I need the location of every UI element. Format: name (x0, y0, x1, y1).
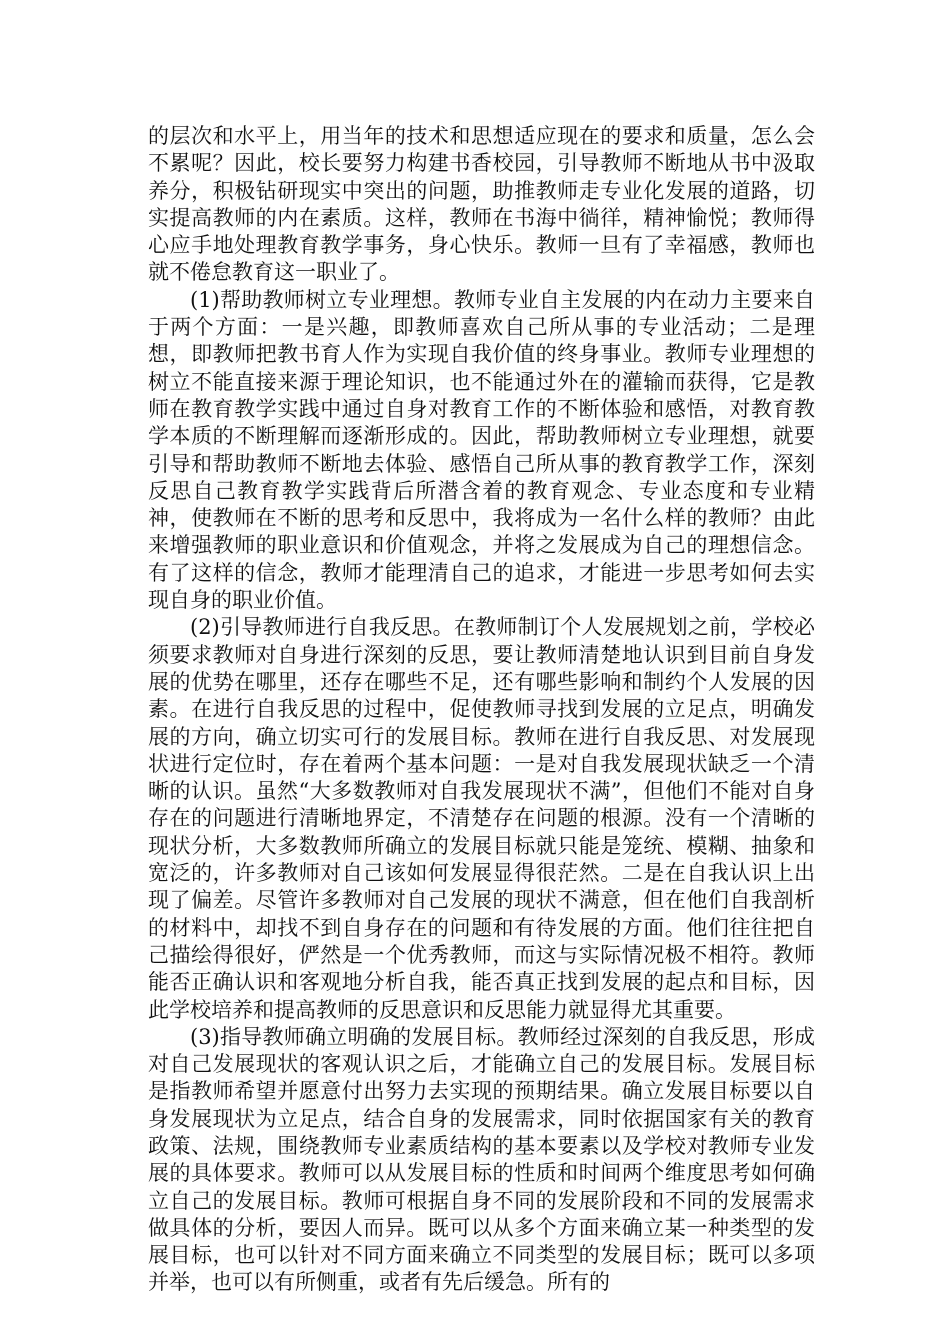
paragraph-development-goals: (3)指导教师确立明确的发展目标。教师经过深刻的自我反思，形成对自己发展现状的客观认识之后，才能确立自己的发展目标。发展目标是指教师希望并愿意付出努力去实现的预期结果。确立发展目标要以自身发展现状为立足点，结合自身的发展需求，同时依据国家有关的教育政策、法规，围绕教师专业素质结构的基本要素以及学校对教师专业发展的具体要求。教师可以从发展目标的性质和时间两个维度思考如何确立自己的发展目标。教师可根据自身不同的发展阶段和不同的发展需求做具体的分析，要因人而异。既可以从多个方面来确立某一种类型的发展目标，也可以针对不同方面来确立不同类型的发展目标；既可以多项并举，也可以有所侧重，或者有先后缓急。所有的 (148, 1024, 815, 1295)
document-body (148, 123, 815, 1297)
paragraph-professional-ideal: (1)帮助教师树立专业理想。教师专业自主发展的内在动力主要来自于两个方面：一是兴趣，即教师喜欢自己所从事的专业活动；二是理想，即教师把教书育人作为实现自我价值的终身事业。教师专业理想的树立不能直接来源于理论知识，也不能通过外在的灌输而获得，它是教师在教育教学实践中通过自身对教育工作的不断体验和感悟，对教育教学本质的不断理解而逐渐形成的。因此，帮助教师树立专业理想，就要引导和帮助教师不断地去体验、感悟自己所从事的教育教学工作，深刻反思自己教育教学实践背后所潜含着的教育观念、专业态度和专业精神，使教师在不断的思考和反思中，我将成为一名什么样的教师？由此来增强教师的职业意识和价值观念，并将之发展成为自己的理想信念。有了这样的信念，教师才能理清自己的追求，才能进一步思考如何去实现自身的职业价值。 (148, 287, 815, 613)
paragraph-self-reflection: (2)引导教师进行自我反思。在教师制订个人发展规划之前，学校必须要求教师对自身进行深刻的反思，要让教师清楚地认识到目前自身发展的优势在哪里，还存在哪些不足，还有哪些影响和制约个人发展的因素。在进行自我反思的过程中，促使教师寻找到发展的立足点，明确发展的方向，确立切实可行的发展目标。教师在进行自我反思、对发展现状进行定位时，存在着两个基本问题：一是对自我发展现状缺乏一个清晰的认识。虽然“大多数教师对自我发展现状不满”，但他们不能对自身存在的问题进行清晰地界定，不清楚存在问题的根源。没有一个清晰的现状分析，大多数教师所确立的发展目标就只能是笼统、模糊、抽象和宽泛的，许多教师对自己该如何发展显得很茫然。二是在自我认识上出现了偏差。尽管许多教师对自己发展的现状不满意，但在他们自我剖析的材料中，却找不到自身存在的问题和有待发展的方面。他们往往把自己描绘得很好，俨然是一个优秀教师，而这与实际情况极不相符。教师能否正确认识和客观地分析自我，能否真正找到发展的起点和目标，因此学校培养和提高教师的反思意识和反思能力就显得尤其重要。 (148, 615, 815, 1022)
paragraph-continued: 的层次和水平上，用当年的技术和思想适应现在的要求和质量，怎么会不累呢？因此，校长要努力构建书香校园，引导教师不断地从书中汲取养分，积极钻研现实中突出的问题，助推教师走专业化发展的道路，切实提高教师的内在素质。这样，教师在书海中徜徉，精神愉悦；教师得心应手地处理教育教学事务，身心快乐。教师一旦有了幸福感，教师也就不倦怠教育这一职业了。 (148, 124, 815, 285)
